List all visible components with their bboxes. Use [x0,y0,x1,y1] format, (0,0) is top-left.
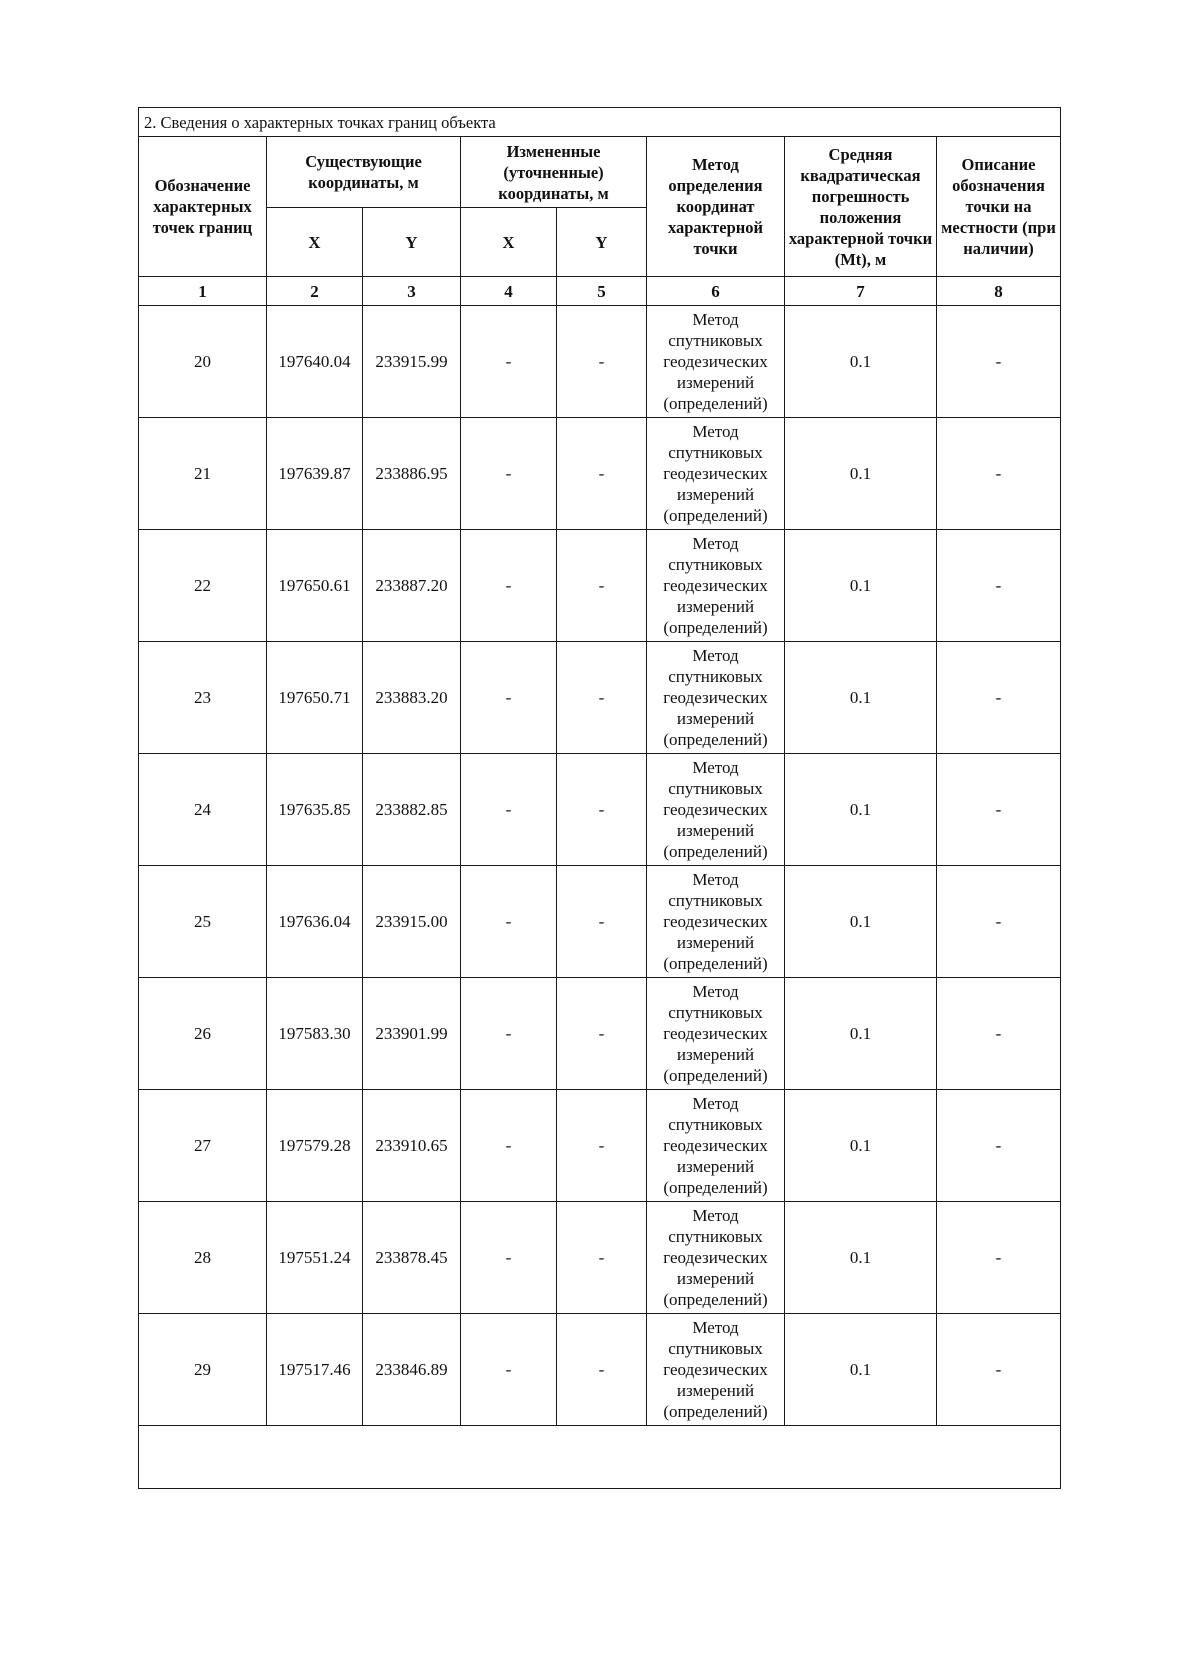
existing-x-value: 197635.85 [267,754,363,866]
changed-y-value: - [557,1202,647,1314]
existing-y-value: 233883.20 [363,642,461,754]
existing-x-value: 197551.24 [267,1202,363,1314]
description-value: - [937,642,1061,754]
point-number: 24 [139,754,267,866]
method-value: Метод спутниковых геодезических измерений (определений) [647,530,785,642]
existing-y-value: 233882.85 [363,754,461,866]
method-value: Метод спутниковых геодезических измерений (определений) [647,754,785,866]
table-body [139,108,1061,1489]
method-value: Метод спутниковых геодезических измерений (определений) [647,978,785,1090]
point-number: 23 [139,642,267,754]
table-row [139,1202,1061,1314]
existing-x-value: 197639.87 [267,418,363,530]
header-existing-x: X [267,208,363,277]
mean-error-value: 0.1 [785,1090,937,1202]
description-value: - [937,1314,1061,1426]
point-number: 29 [139,1314,267,1426]
changed-x-value: - [461,306,557,418]
existing-y-value: 233910.65 [363,1090,461,1202]
mean-error-value: 0.1 [785,866,937,978]
point-number: 28 [139,1202,267,1314]
table-row [139,642,1061,754]
changed-x-value: - [461,1314,557,1426]
mean-error-value: 0.1 [785,530,937,642]
changed-x-value: - [461,1202,557,1314]
column-number: 3 [363,277,461,306]
header-existing-coords: Существующие координаты, м [267,137,461,208]
empty-footer-cell [139,1426,1061,1489]
changed-x-value: - [461,418,557,530]
changed-y-value: - [557,866,647,978]
existing-x-value: 197517.46 [267,1314,363,1426]
table-row [139,866,1061,978]
mean-error-value: 0.1 [785,1202,937,1314]
description-value: - [937,418,1061,530]
method-value: Метод спутниковых геодезических измерений (определений) [647,1202,785,1314]
existing-x-value: 197650.61 [267,530,363,642]
existing-x-value: 197579.28 [267,1090,363,1202]
description-value: - [937,978,1061,1090]
existing-y-value: 233915.99 [363,306,461,418]
header-method: Метод определения координат характерной точки [647,137,785,277]
column-number: 4 [461,277,557,306]
existing-y-value: 233846.89 [363,1314,461,1426]
mean-error-value: 0.1 [785,418,937,530]
point-number: 20 [139,306,267,418]
changed-y-value: - [557,978,647,1090]
mean-error-value: 0.1 [785,1314,937,1426]
header-description: Описание обозначения точки на местности (при наличии) [937,137,1061,277]
header-changed-coords: Измененные (уточненные) координаты, м [461,137,647,208]
table-row [139,1314,1061,1426]
column-numbers-row [139,277,1061,306]
changed-y-value: - [557,530,647,642]
changed-y-value: - [557,418,647,530]
table-row [139,1090,1061,1202]
changed-y-value: - [557,1090,647,1202]
boundary-points-table [138,107,1061,1489]
table-row [139,978,1061,1090]
description-value: - [937,1202,1061,1314]
point-number: 25 [139,866,267,978]
point-number: 22 [139,530,267,642]
changed-x-value: - [461,866,557,978]
table-row [139,306,1061,418]
column-number: 6 [647,277,785,306]
method-value: Метод спутниковых геодезических измерений (определений) [647,866,785,978]
mean-error-value: 0.1 [785,306,937,418]
empty-footer-row [139,1426,1061,1489]
method-value: Метод спутниковых геодезических измерений (определений) [647,306,785,418]
header-row-1 [139,137,1061,208]
column-number: 8 [937,277,1061,306]
column-number: 2 [267,277,363,306]
point-number: 21 [139,418,267,530]
description-value: - [937,754,1061,866]
method-value: Метод спутниковых геодезических измерений (определений) [647,418,785,530]
mean-error-value: 0.1 [785,642,937,754]
changed-y-value: - [557,306,647,418]
changed-x-value: - [461,978,557,1090]
point-number: 26 [139,978,267,1090]
changed-y-value: - [557,642,647,754]
header-mean-error: Средняя квадратическая погрешность положения характерной точки (Mt), м [785,137,937,277]
section-title-row [139,108,1061,137]
mean-error-value: 0.1 [785,978,937,1090]
changed-x-value: - [461,754,557,866]
method-value: Метод спутниковых геодезических измерений (определений) [647,1314,785,1426]
existing-y-value: 233887.20 [363,530,461,642]
table-row [139,530,1061,642]
header-changed-y: Y [557,208,647,277]
header-changed-x: X [461,208,557,277]
existing-x-value: 197636.04 [267,866,363,978]
existing-y-value: 233901.99 [363,978,461,1090]
changed-y-value: - [557,1314,647,1426]
existing-y-value: 233878.45 [363,1202,461,1314]
table-row [139,754,1061,866]
mean-error-value: 0.1 [785,754,937,866]
existing-x-value: 197640.04 [267,306,363,418]
header-point-designation: Обозначение характерных точек границ [139,137,267,277]
description-value: - [937,530,1061,642]
changed-x-value: - [461,642,557,754]
existing-y-value: 233915.00 [363,866,461,978]
point-number: 27 [139,1090,267,1202]
description-value: - [937,1090,1061,1202]
section-title: 2. Сведения о характерных точках границ объекта [139,108,1061,137]
existing-y-value: 233886.95 [363,418,461,530]
header-existing-y: Y [363,208,461,277]
changed-x-value: - [461,530,557,642]
existing-x-value: 197650.71 [267,642,363,754]
column-number: 1 [139,277,267,306]
description-value: - [937,866,1061,978]
changed-y-value: - [557,754,647,866]
method-value: Метод спутниковых геодезических измерений (определений) [647,1090,785,1202]
method-value: Метод спутниковых геодезических измерений (определений) [647,642,785,754]
column-number: 7 [785,277,937,306]
changed-x-value: - [461,1090,557,1202]
column-number: 5 [557,277,647,306]
description-value: - [937,306,1061,418]
existing-x-value: 197583.30 [267,978,363,1090]
table-row [139,418,1061,530]
